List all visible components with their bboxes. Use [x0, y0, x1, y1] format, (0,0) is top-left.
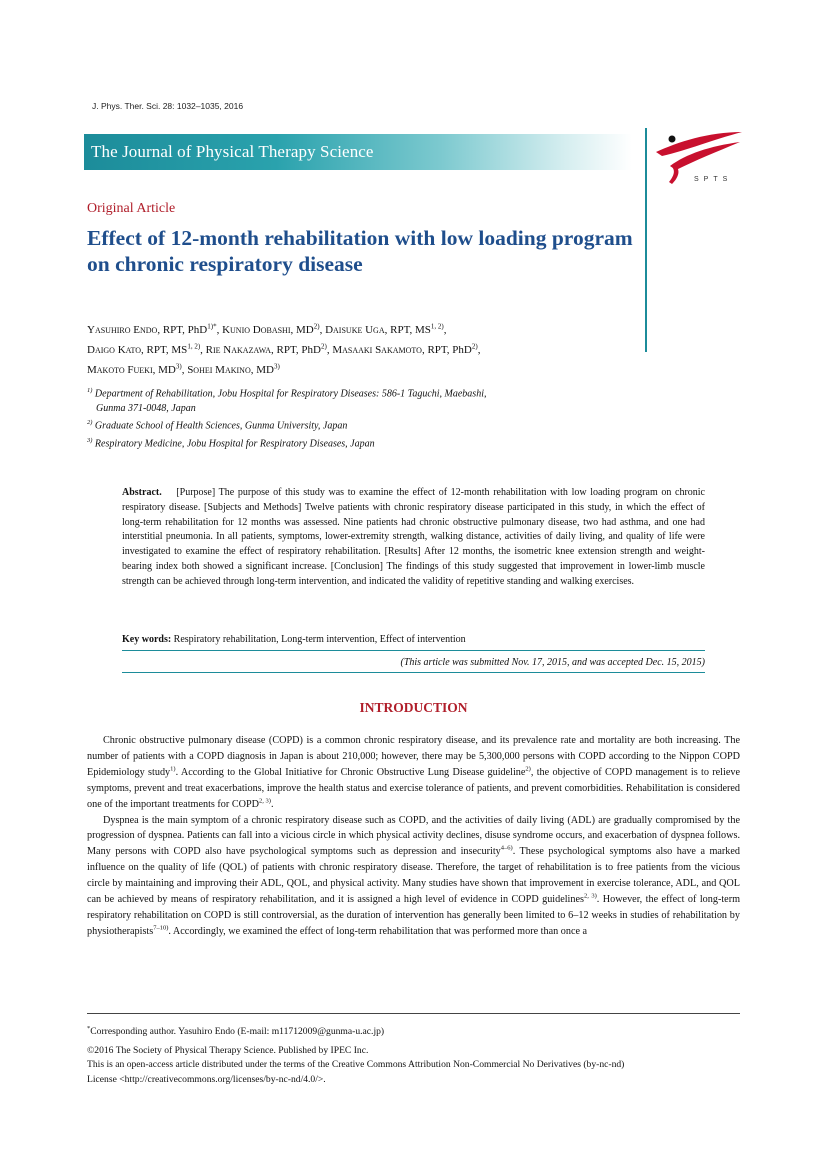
copyright: ©2016 The Society of Physical Therapy Science. Published by IPEC Inc. — [87, 1044, 369, 1056]
author-3: Daisuke Uga, RPT, MS$^{1, 2)}$, — [325, 322, 447, 336]
author-7: Makoto Fueki, MD$^{3)}$, — [87, 362, 188, 376]
keywords-label: Key words: — [122, 634, 172, 645]
logo-text: SPTS — [694, 176, 733, 183]
footnote-rule — [87, 1013, 740, 1014]
intro-paragraph-2: Dyspnea is the main symptom of a chronic respiratory disease such as COPD, and the activities of daily living (ADL) are gradually compromised by the progression of dyspnea. Patients can fall into a vicious circle in which physical activity declines, disuse syndrome occurs, and exacerbation of dyspnea follows. Many persons with COPD also have psychological symptoms such as depression and insecurity$^{4-6)}$. These psychological symptoms also have a marked influence on the quality of life (QOL) of patients with chronic respiratory disease. Therefore, the target of rehabilitation is to free patients from the vicious circle by maintaining and improving their ADL, QOL, and physical activity. Many studies have shown that improvement in exercise tolerance, ADL, and QOL can be achieved by means of respiratory rehabilitation, and it is assigned a high level of evidence in COPD guidelines$^{2, 3)}$. However, the effect of long-term respiratory rehabilitation on COPD is still controversial, as the duration of intervention has generally been limited to 6–12 weeks in studies of rehabilitation by physiotherapists$^{7-10)}$. Accordingly, we examined the effect of long-term rehabilitation that was performed more than once a — [87, 814, 741, 937]
author-1: Yasuhiro Endo, RPT, PhD$^{1)*}$, — [87, 322, 223, 336]
journal-citation: J. Phys. Ther. Sci. 28: 1032–1035, 2016 — [92, 101, 244, 111]
footnotes — [87, 1022, 740, 1087]
affiliation-3: $^{3)}$ Respiratory Medicine, Jobu Hospital for Respiratory Diseases, Japan — [87, 437, 375, 450]
affiliation-2: $^{2)}$ Graduate School of Health Sciences, Gunma University, Japan — [87, 419, 348, 432]
introduction-body — [87, 733, 740, 940]
article-type: Original Article — [87, 201, 176, 216]
affiliation-1-cont: Gunma 371-0048, Japan — [96, 402, 196, 414]
author-5: Rie Nakazawa, RPT, PhD$^{2)}$, — [205, 342, 333, 356]
abstract-text: [Purpose] The purpose of this study was to examine the effect of 12-month rehabilitation with low loading program on chronic respiratory disease. [Subjects and Methods] Twelve patients with chronic respiratory disease participated in this study, in which the effect of long-term rehabilitation for 12 months was assessed. Nine patients had chronic obstructive pulmonary disease, two had asthma, and one had interstitial pneumonia. In all patients, symptoms, lower-extremity strength, walking distance, activities of daily living, and quality of life were investigated to examine the effect of respiratory rehabilitation. [Results] After 12 months, the isometric knee extension strength and weight-bearing index both showed a significant increase. [Conclusion] The findings of this study suggested that improvement in lower-limb muscle strength can be achieved through long-term intervention, and indicated the validity of repetitive standing and walking exercises. — [122, 487, 705, 587]
corresponding-author: *Corresponding author. Yasuhiro Endo (E-mail: m11712009@gunma-u.ac.jp) — [87, 1025, 385, 1038]
keywords-text: Respiratory rehabilitation, Long-term intervention, Effect of intervention — [173, 634, 466, 645]
license-line-1: This is an open-access article distributed under the terms of the Creative Commons Attribution Non-Commercial No Derivatives (by-nc-nd) — [87, 1059, 625, 1071]
abstract-rule-top — [122, 650, 705, 651]
abstract-rule-bottom — [122, 672, 705, 673]
journal-banner — [84, 134, 632, 170]
author-list — [87, 318, 642, 378]
abstract-label: Abstract. — [122, 487, 162, 498]
author-4: Daigo Kato, RPT, MS$^{1, 2)}$, — [87, 342, 206, 356]
affiliation-list — [87, 384, 642, 452]
keywords — [122, 633, 705, 647]
author-8: Sohei Makino, MD$^{3)}$ — [187, 362, 280, 376]
affiliation-1: $^{1)}$ Department of Rehabilitation, Jobu Hospital for Respiratory Diseases: 586-1 Taguchi, Maebashi, — [87, 387, 487, 400]
header-divider-line — [645, 128, 647, 352]
license-line-2: License <http://creativecommons.org/licenses/by-nc-nd/4.0/>. — [87, 1073, 326, 1085]
author-6: Masaaki Sakamoto, RPT, PhD$^{2)}$, — [332, 342, 481, 356]
article-title: Effect of 12-month rehabilitation with low loading program on chronic respiratory disease — [87, 226, 633, 276]
journal-name: The Journal of Physical Therapy Science — [91, 142, 374, 161]
author-2: Kunio Dobashi, MD$^{2)}$, — [222, 322, 326, 336]
submission-dates: (This article was submitted Nov. 17, 2015, and was accepted Dec. 15, 2015) — [400, 657, 705, 668]
intro-paragraph-1: Chronic obstructive pulmonary disease (COPD) is a common chronic respiratory disease, and its prevalence rate and mortality are both increasing. The number of patients with a COPD diagnosis in Japan is about 210,000; however, there may be 5,300,000 persons with COPD according to the Nippon COPD Epidemiology study$^{1)}$. According to the Global Initiative for Chronic Obstructive Lung Disease guideline$^{2)}$, the objective of COPD management is to relieve symptoms, prevent and treat exacerbations, improve the health status and exercise tolerance of patients, and prevent comorbidities. Rehabilitation is considered one of the important treatments for COPD$^{2, 3)}$. — [87, 735, 740, 810]
introduction-heading: INTRODUCTION — [359, 700, 468, 715]
abstract — [122, 486, 705, 590]
